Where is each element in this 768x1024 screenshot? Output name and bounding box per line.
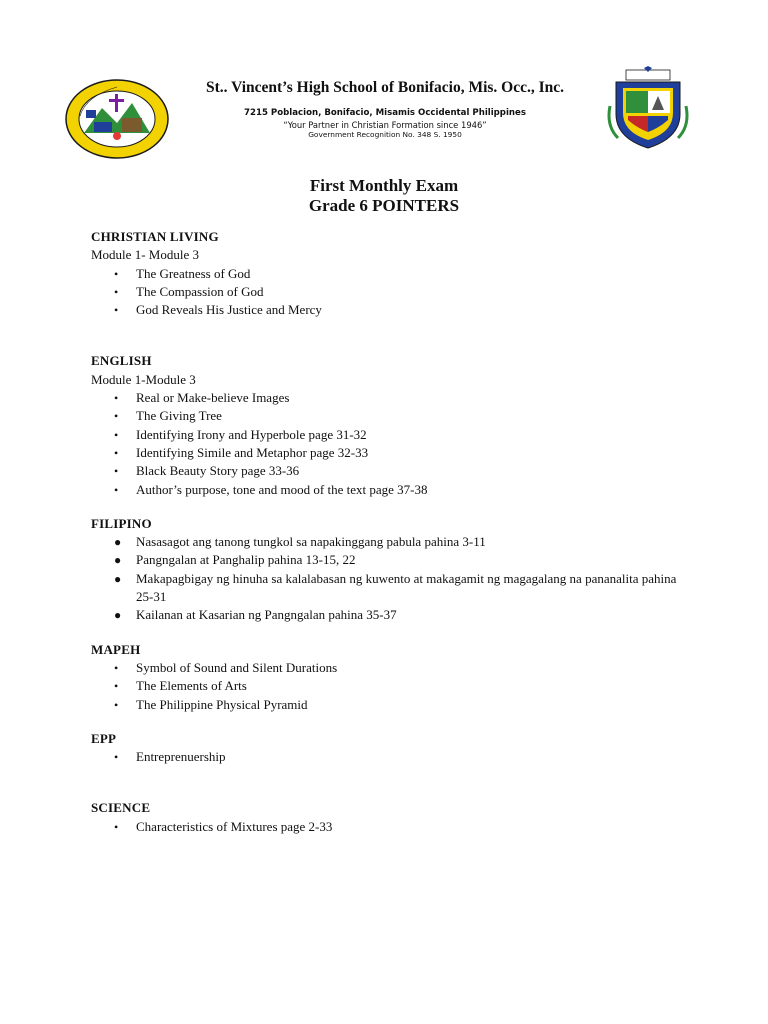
list-item [91,533,691,551]
module-range: Module 1- Module 3 [91,247,199,263]
list-item [91,444,691,462]
section-heading: FILIPINO [91,515,152,531]
section-heading: ENGLISH [91,353,152,369]
bullet-icon: • [114,819,119,834]
list-item-text: The Compassion of God [136,283,264,299]
list-item-text: Kailanan at Kasarian ng Pangngalan pahina 35-37 [136,607,397,623]
topic-list [91,533,691,624]
bullet-icon: • [114,697,119,712]
bullet-icon: • [114,482,119,497]
bullet-icon: • [114,660,119,675]
bullet-icon: • [114,445,119,460]
bullet-icon: • [114,750,119,765]
bullet-icon: • [114,284,119,299]
government-recognition: Government Recognition No. 348 S. 1950 [308,130,462,139]
section-heading: EPP [91,730,117,746]
section-english [91,352,691,498]
section-filipino [91,515,691,625]
list-item-text: Symbol of Sound and Silent Durations [136,659,338,675]
list-item-text: Author’s purpose, tone and mood of the text page 37-38 [136,481,428,497]
section-christian-living [91,228,691,319]
topic-list [91,818,691,836]
pointers-content [91,228,691,836]
list-item [91,426,691,444]
list-item-text: The Elements of Arts [136,678,247,694]
bullet-icon: • [114,409,119,424]
bullet-icon: • [114,303,119,318]
list-item-text: Makapagbigay ng hinuha sa kalalabasan ng kuwento at makagamit ng magagalang na pananalita pahina 25-31 [136,570,677,605]
list-item-text: Black Beauty Story page 33-36 [136,463,300,479]
bullet-icon: • [114,266,119,281]
list-item [91,301,691,319]
list-item-text: The Giving Tree [136,408,222,424]
list-item [91,462,691,480]
list-item-text: Nasasagot ang tanong tungkol sa napakinggang pabula pahina 3-11 [136,534,486,550]
exam-subtitle: Grade 6 POINTERS [308,196,460,215]
list-item-text: Identifying Irony and Hyperbole page 31-32 [136,426,367,442]
school-motto: “Your Partner in Christian Formation since 1946” [283,120,487,130]
bullet-icon: ● [114,608,122,623]
section-science [91,799,691,836]
bullet-icon: • [114,464,119,479]
list-item [91,407,691,425]
section-heading: SCIENCE [91,800,151,816]
school-crest-logo [604,66,692,150]
topic-list [91,265,691,320]
list-item-text: The Greatness of God [136,265,251,281]
list-item [91,481,691,499]
list-item [91,748,691,766]
school-address: 7215 Poblacion, Bonifacio, Misamis Occidental Philippines [244,108,526,118]
list-item-text: Identifying Simile and Metaphor page 32-33 [136,444,369,460]
list-item [91,551,691,569]
section-heading: MAPEH [91,641,141,657]
section-heading: CHRISTIAN LIVING [91,229,219,244]
bullet-icon: • [114,391,119,406]
bullet-icon: ● [114,553,122,568]
list-item [91,696,691,714]
list-item [91,677,691,695]
bullet-icon: • [114,679,119,694]
list-item-text: Entreprenuership [136,749,226,765]
list-item-text: Real or Make-believe Images [136,390,290,406]
list-item-text: Characteristics of Mixtures page 2-33 [136,818,333,834]
topic-list [91,389,691,499]
list-item [91,818,691,836]
school-seal-logo [64,78,170,160]
list-item [91,659,691,677]
list-item [91,283,691,301]
list-item [91,606,691,624]
exam-title: First Monthly Exam [309,176,459,195]
section-mapeh [91,641,691,714]
topic-list [91,748,691,766]
topic-list [91,659,691,714]
module-range: Module 1-Module 3 [91,371,196,387]
list-item-text: Pangngalan at Panghalip pahina 13-15, 22 [136,552,356,568]
bullet-icon: • [114,427,119,442]
list-item-text: The Philippine Physical Pyramid [136,696,308,712]
bullet-icon: ● [114,571,122,586]
list-item [91,389,691,407]
list-item [91,570,691,607]
school-name: St.. Vincent’s High School of Bonifacio, Mis. Occ., Inc. [205,79,565,96]
bullet-icon: ● [114,535,122,550]
list-item [91,265,691,283]
section-epp [91,730,691,767]
list-item-text: God Reveals His Justice and Mercy [136,302,322,318]
